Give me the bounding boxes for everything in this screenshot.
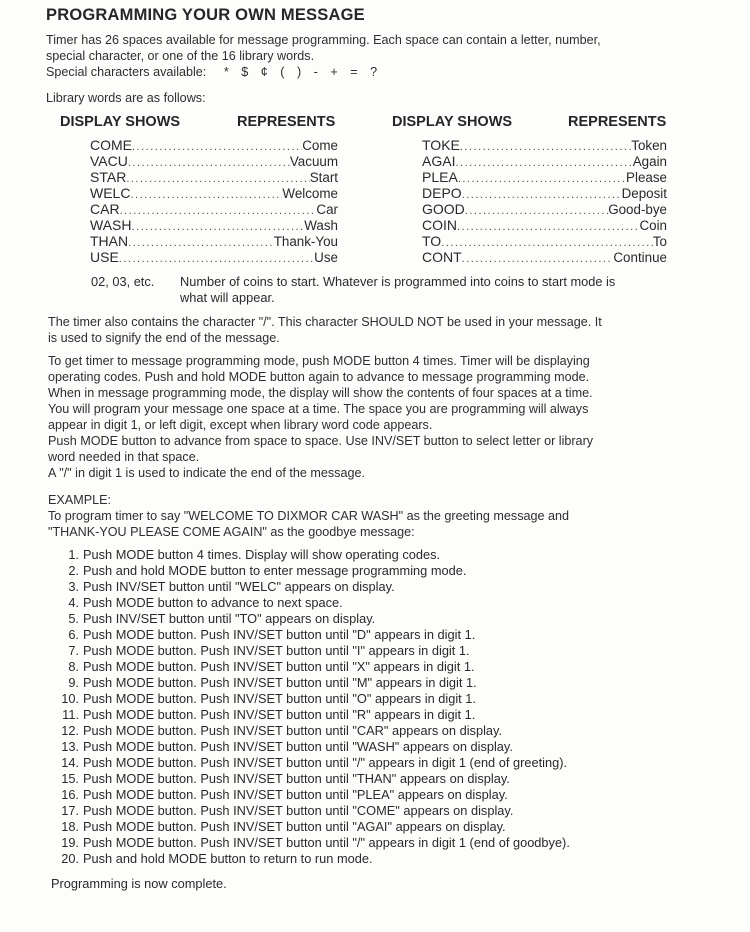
special-char: -	[313, 65, 318, 79]
leader-dots	[132, 139, 302, 155]
step-text: Push INV/SET button until "WELC" appears on display.	[83, 579, 395, 594]
library-code: COIN	[422, 217, 457, 233]
mode-line: operating codes. Push and hold MODE button again to advance to message programming mode.	[48, 370, 590, 384]
mode-line: word needed in that space.	[48, 450, 200, 464]
library-code: VACU	[90, 153, 128, 169]
leader-dots	[460, 139, 631, 155]
step-number: 16.	[61, 787, 79, 802]
completion-note: Programming is now complete.	[51, 876, 227, 891]
leader-dots	[131, 219, 304, 235]
step-text: Push and hold MODE button to return to run mode.	[83, 851, 373, 866]
step-number: 7.	[68, 643, 79, 658]
library-code: USE	[90, 249, 119, 265]
list-item	[50, 675, 570, 691]
library-word: Continue	[613, 250, 667, 265]
coins-line: Number of coins to start. Whatever is programmed into coins to start mode is	[180, 274, 616, 289]
library-table-right	[422, 137, 667, 265]
list-item	[50, 771, 570, 787]
leader-dots	[441, 235, 653, 251]
special-char: +	[330, 65, 338, 79]
special-characters-label: Special characters available:	[46, 65, 207, 79]
library-word: Car	[316, 202, 338, 217]
special-char: =	[350, 65, 358, 79]
step-number: 17.	[61, 803, 79, 818]
step-text: Push MODE button to advance to next space.	[83, 595, 343, 610]
library-word: Coin	[639, 218, 667, 233]
list-item	[50, 803, 570, 819]
library-word: Start	[309, 170, 338, 185]
mode-line: appear in digit 1, or left digit, except when library word code appears.	[48, 418, 433, 432]
list-item	[50, 723, 570, 739]
step-number: 10.	[61, 691, 79, 706]
slash-line: is used to signify the end of the message.	[48, 331, 280, 345]
library-row	[90, 153, 338, 169]
step-text: Push MODE button. Push INV/SET button until "/" appears in digit 1 (end of goodbye).	[83, 835, 570, 850]
library-row	[90, 233, 338, 249]
example-steps-list	[50, 547, 570, 867]
library-row	[422, 185, 667, 201]
library-row	[422, 137, 667, 153]
library-intro: Library words are as follows:	[46, 91, 206, 105]
header-display-shows-left: DISPLAY SHOWS	[60, 114, 181, 130]
list-item	[50, 595, 570, 611]
step-number: 12.	[61, 723, 79, 738]
library-code: DEPO	[422, 185, 462, 201]
library-code: CONT	[422, 249, 462, 265]
library-word: Vacuum	[289, 154, 338, 169]
leader-dots	[130, 187, 282, 203]
library-row	[422, 233, 667, 249]
step-number: 2.	[68, 563, 79, 578]
library-row	[422, 217, 667, 233]
step-number: 9.	[68, 675, 79, 690]
step-text: Push MODE button. Push INV/SET button until "/" appears in digit 1 (end of greeting).	[83, 755, 568, 770]
mode-line: When in message programming mode, the display will show the contents of four spaces at a time.	[48, 386, 593, 400]
list-item	[50, 851, 570, 867]
leader-dots	[455, 155, 632, 171]
header-display-shows-right: DISPLAY SHOWS	[392, 114, 513, 130]
step-text: Push MODE button. Push INV/SET button until "D" appears in digit 1.	[83, 627, 476, 642]
step-number: 15.	[61, 771, 79, 786]
library-code: TO	[422, 233, 442, 249]
step-text: Push MODE button. Push INV/SET button until "COME" appears on display.	[83, 803, 514, 818]
step-text: Push MODE button. Push INV/SET button until "O" appears in digit 1.	[83, 691, 476, 706]
step-number: 3.	[68, 579, 79, 594]
library-word: Good-bye	[608, 202, 667, 217]
library-row	[422, 169, 667, 185]
library-row	[90, 249, 338, 265]
library-code: GOOD	[422, 201, 465, 217]
step-text: Push MODE button 4 times. Display will show operating codes.	[83, 547, 441, 562]
coins-line: what will appear.	[180, 290, 275, 305]
list-item	[50, 611, 570, 627]
list-item	[50, 691, 570, 707]
leader-dots	[128, 235, 274, 251]
list-item	[50, 787, 570, 803]
library-row	[90, 201, 338, 217]
list-item	[50, 547, 570, 563]
special-char: $	[241, 65, 249, 79]
library-word: Wash	[304, 218, 338, 233]
step-number: 13.	[61, 739, 79, 754]
library-row	[422, 249, 667, 265]
special-char: (	[280, 65, 285, 79]
step-number: 11.	[62, 707, 79, 722]
library-code: CAR	[90, 201, 120, 217]
intro-paragraph	[46, 32, 601, 80]
special-characters-line	[46, 64, 601, 80]
step-number: 6.	[68, 627, 79, 642]
step-number: 18.	[61, 819, 79, 834]
library-word: Come	[302, 138, 338, 153]
library-code: WASH	[90, 217, 132, 233]
leader-dots	[126, 171, 309, 187]
library-code: AGAI	[422, 153, 456, 169]
example-label: EXAMPLE:	[48, 493, 111, 507]
step-number: 19.	[61, 835, 79, 850]
library-code: PLEA	[422, 169, 458, 185]
step-number: 5.	[68, 611, 79, 626]
library-word: Deposit	[621, 186, 667, 201]
example-line: To program timer to say "WELCOME TO DIXMOR CAR WASH" as the greeting message and	[48, 509, 570, 523]
step-text: Push MODE button. Push INV/SET button until "PLEA" appears on display.	[83, 787, 508, 802]
library-word: Token	[631, 138, 667, 153]
step-text: Push MODE button. Push INV/SET button until "X" appears in digit 1.	[83, 659, 475, 674]
list-item	[50, 819, 570, 835]
special-char: ?	[370, 65, 378, 79]
step-text: Push MODE button. Push INV/SET button until "AGAI" appears on display.	[83, 819, 506, 834]
leader-dots	[462, 251, 614, 267]
step-text: Push MODE button. Push INV/SET button until "I" appears in digit 1.	[83, 643, 470, 658]
mode-line: To get timer to message programming mode, push MODE button 4 times. Timer will be displaying	[48, 354, 590, 368]
list-item	[50, 755, 570, 771]
step-number: 8.	[68, 659, 79, 674]
intro-line: special character, or one of the 16 library words.	[46, 49, 315, 63]
leader-dots	[458, 171, 626, 187]
step-text: Push MODE button. Push INV/SET button until "WASH" appears on display.	[83, 739, 513, 754]
list-item	[50, 739, 570, 755]
library-table-left	[90, 137, 338, 265]
library-code: STAR	[90, 169, 127, 185]
list-item	[50, 563, 570, 579]
list-item	[50, 835, 570, 851]
library-word: Please	[626, 170, 667, 185]
slash-line: The timer also contains the character "/". This character SHOULD NOT be used in your message. It	[48, 315, 602, 329]
coins-description	[180, 274, 700, 306]
leader-dots	[120, 203, 317, 219]
step-text: Push MODE button. Push INV/SET button until "THAN" appears on display.	[83, 771, 510, 786]
step-number: 1.	[68, 547, 79, 562]
step-text: Push MODE button. Push INV/SET button until "M" appears in digit 1.	[83, 675, 477, 690]
list-item	[50, 579, 570, 595]
library-row	[90, 169, 338, 185]
header-represents-right: REPRESENTS	[568, 114, 667, 130]
header-represents-left: REPRESENTS	[237, 114, 336, 130]
library-row	[90, 137, 338, 153]
step-number: 20.	[61, 851, 79, 866]
library-word: To	[652, 234, 667, 249]
intro-line: Timer has 26 spaces available for message programming. Each space can contain a letter, number,	[46, 33, 601, 47]
step-text: Push INV/SET button until "TO" appears on display.	[83, 611, 376, 626]
library-code: TOKE	[422, 137, 460, 153]
library-code: COME	[90, 137, 132, 153]
library-row	[422, 153, 667, 169]
special-char: )	[296, 65, 302, 79]
step-text: Push MODE button. Push INV/SET button until "R" appears in digit 1.	[83, 707, 476, 722]
library-row	[90, 185, 338, 201]
example-paragraph	[48, 492, 569, 540]
library-word: Thank-You	[273, 234, 338, 249]
leader-dots	[462, 187, 622, 203]
list-item	[50, 659, 570, 675]
coins-code: 02, 03, etc.	[91, 274, 155, 289]
step-text: Push MODE button. Push INV/SET button until "CAR" appears on display.	[83, 723, 503, 738]
library-code: THAN	[90, 233, 129, 249]
list-item	[50, 643, 570, 659]
list-item	[50, 707, 570, 723]
library-word: Use	[314, 250, 338, 265]
leader-dots	[119, 251, 314, 267]
step-number: 14.	[61, 755, 79, 770]
slash-character-paragraph	[48, 314, 602, 346]
library-word: Welcome	[282, 186, 338, 201]
list-item	[50, 627, 570, 643]
example-line: "THANK-YOU PLEASE COME AGAIN" as the goodbye message:	[48, 525, 415, 539]
special-char: *	[223, 65, 229, 79]
step-text: Push and hold MODE button to enter message programming mode.	[83, 563, 467, 578]
library-row	[90, 217, 338, 233]
mode-line: A "/" in digit 1 is used to indicate the end of the message.	[48, 466, 365, 480]
library-code: WELC	[90, 185, 131, 201]
leader-dots	[465, 203, 608, 219]
leader-dots	[457, 219, 639, 235]
page-title: PROGRAMMING YOUR OWN MESSAGE	[46, 6, 365, 24]
leader-dots	[128, 155, 290, 171]
step-number: 4.	[68, 595, 79, 610]
library-row	[422, 201, 667, 217]
special-char: ¢	[260, 65, 268, 79]
mode-instructions-paragraph	[48, 353, 593, 481]
mode-line: You will program your message one space at a time. The space you are programming will always	[48, 402, 589, 416]
mode-line: Push MODE button to advance from space to space. Use INV/SET button to select letter or library	[48, 434, 594, 448]
library-word: Again	[632, 154, 667, 169]
